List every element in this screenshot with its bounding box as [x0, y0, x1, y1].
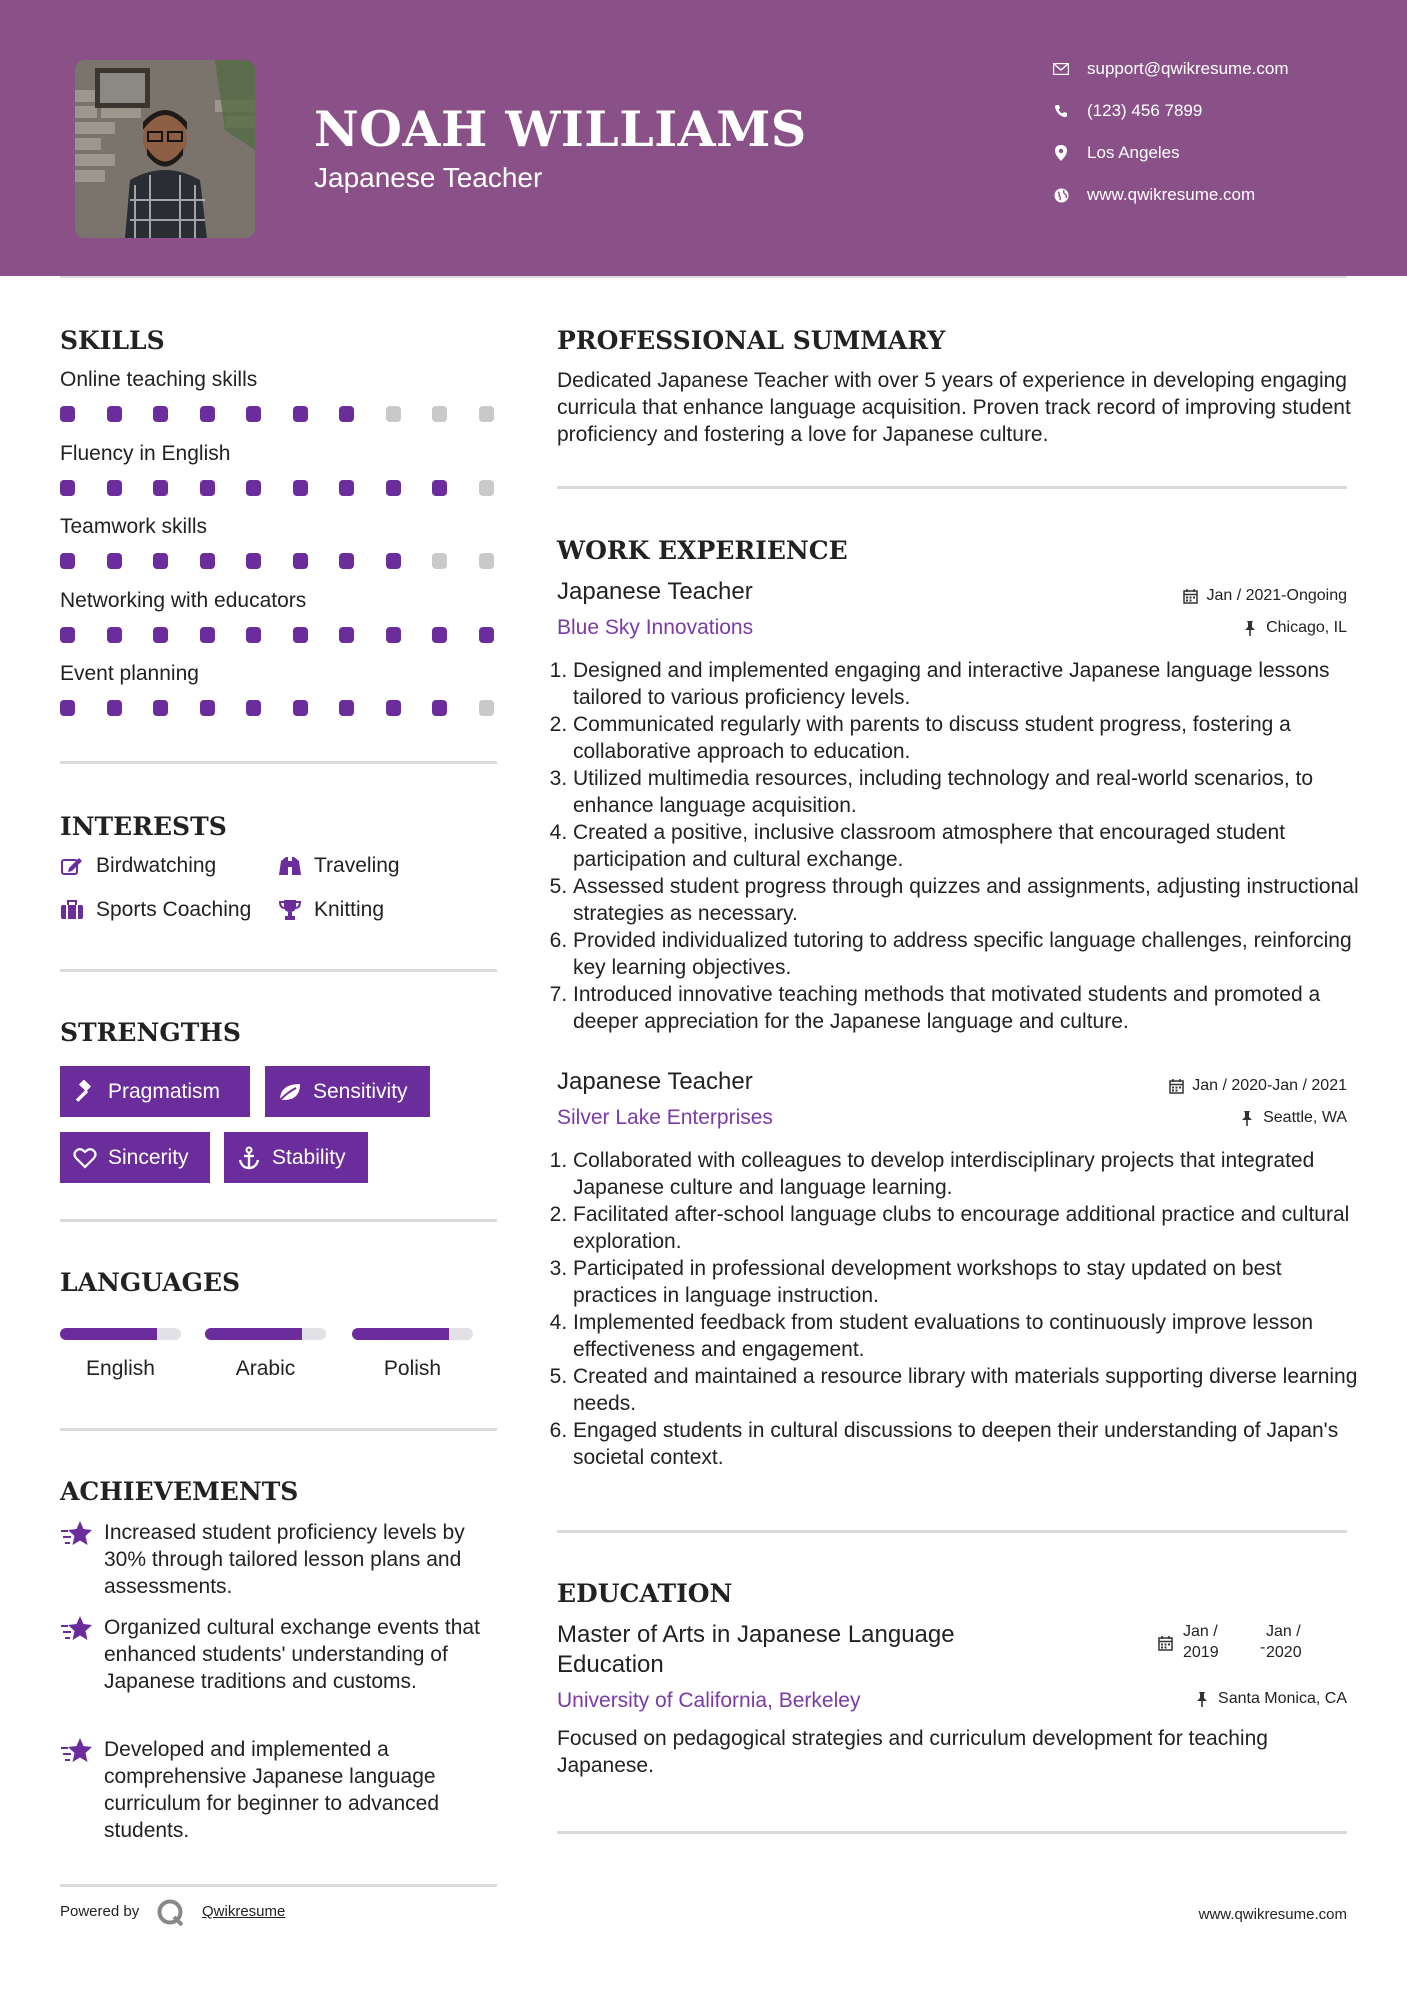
skill-dot-filled: [60, 700, 75, 716]
education-end-year: 2020: [1266, 1644, 1302, 1661]
qwikresume-logo-icon: [156, 1898, 186, 1928]
language-level-fill: [205, 1328, 302, 1340]
pushpin-icon: [1239, 1110, 1255, 1126]
duty-item: 4. Created a positive, inclusive classroom atmosphere that encouraged student participation and cultural exchange.: [573, 819, 1363, 873]
skill-dot-filled: [246, 553, 261, 569]
education-description: Focused on pedagogical strategies and curriculum development for teaching Japanese.: [557, 1727, 1268, 1777]
skill-dot-filled: [200, 627, 215, 643]
globe-icon: [1050, 184, 1072, 206]
divider: [557, 486, 1347, 489]
skill-dot-filled: [200, 700, 215, 716]
duty-item: 2. Communicated regularly with parents to discuss student progress, fostering a collaborative approach to education.: [573, 711, 1363, 765]
skill-dot-filled: [432, 627, 447, 643]
skill-dot-filled: [293, 480, 308, 496]
language-level-bar: [205, 1328, 326, 1340]
skill-dot-empty: [479, 700, 494, 716]
strength-badge: [265, 1066, 430, 1117]
skill-rating: [60, 700, 525, 716]
skill-dot-filled: [107, 553, 122, 569]
phone-icon: [1050, 100, 1072, 122]
skill-dot-filled: [246, 480, 261, 496]
education-location-text: Santa Monica, CA: [1218, 1690, 1347, 1707]
skill-label: Event planning: [60, 662, 199, 685]
interest-item: [278, 854, 400, 878]
summary-text: Dedicated Japanese Teacher with over 5 years of experience in developing engaging curricula that enhance language acquisition. Proven track record of improving student proficiency and fostering a love for Japanese culture.: [557, 369, 1351, 446]
strength-badge: [224, 1132, 368, 1183]
skill-dot-filled: [200, 480, 215, 496]
gavel-icon: [72, 1079, 98, 1105]
skill-dot-filled: [107, 406, 122, 422]
job-title: Japanese Teacher: [557, 578, 753, 605]
skill-dot-filled: [339, 700, 354, 716]
job-company: Blue Sky Innovations: [557, 616, 754, 639]
language-level-fill: [352, 1328, 449, 1340]
skill-dot-filled: [107, 700, 122, 716]
achievement-text: Increased student proficiency levels by 30% through tailored lesson plans and assessments.: [104, 1521, 465, 1598]
skill-dot-filled: [153, 627, 168, 643]
job-location-text: Chicago, IL: [1266, 619, 1347, 636]
skill-dot-filled: [246, 627, 261, 643]
skill-dot-empty: [479, 480, 494, 496]
anchor-icon: [236, 1145, 262, 1171]
strength-label: Stability: [272, 1145, 346, 1169]
interest-label: Birdwatching: [96, 854, 217, 877]
edit-icon: [60, 854, 84, 878]
language-name: English: [86, 1357, 155, 1380]
skill-dot-filled: [339, 553, 354, 569]
job-location: [1047, 619, 1347, 637]
map-pin-icon: [1050, 142, 1072, 164]
job-date-text: Jan / 2021-Ongoing: [1206, 587, 1347, 604]
school-name: University of California, Berkeley: [557, 1689, 861, 1712]
skill-label: Networking with educators: [60, 588, 307, 612]
education-heading: EDUCATION: [557, 1579, 733, 1608]
skill-dot-filled: [60, 406, 75, 422]
skill-dot-filled: [386, 553, 401, 569]
skill-dot-filled: [339, 480, 354, 496]
duty-item: 4. Implemented feedback from student evaluations to continuously improve lesson effectiveness and engagement.: [573, 1309, 1363, 1363]
duty-item: 3. Utilized multimedia resources, including technology and real-world scenarios, to enhance language acquisition.: [573, 765, 1363, 819]
skill-dot-filled: [386, 627, 401, 643]
education-location: [1047, 1690, 1347, 1708]
skill-dot-filled: [60, 627, 75, 643]
star-icon: [60, 1519, 94, 1549]
skill-dot-filled: [200, 553, 215, 569]
divider: [60, 969, 497, 972]
skill-dot-filled: [293, 627, 308, 643]
skill-dot-filled: [200, 406, 215, 422]
skill-dot-filled: [479, 627, 494, 643]
skill-dot-filled: [293, 553, 308, 569]
language-level-bar: [352, 1328, 473, 1340]
contact-website-text: www.qwikresume.com: [1087, 185, 1256, 204]
languages-heading: LANGUAGES: [60, 1268, 241, 1297]
job-date: [1047, 1077, 1347, 1095]
skill-label: Fluency in English: [60, 441, 231, 465]
strength-badge: [60, 1132, 210, 1183]
skill-dot-filled: [60, 480, 75, 496]
achievement-item: [60, 1736, 500, 1844]
contact-phone-text: (123) 456 7899: [1087, 101, 1203, 120]
interest-item: [60, 898, 251, 922]
job-duties-list: [555, 1147, 1363, 1471]
duty-item: 5. Assessed student progress through quizzes and assignments, adjusting instructional strategies as necessary.: [573, 873, 1363, 927]
skill-dot-filled: [153, 700, 168, 716]
job-location: [1047, 1109, 1347, 1127]
leaf-icon: [277, 1079, 303, 1105]
skill-dot-empty: [386, 406, 401, 422]
heart-icon: [72, 1145, 98, 1171]
skill-dot-filled: [432, 480, 447, 496]
strengths-heading: STRENGTHS: [60, 1018, 241, 1047]
duty-item: 6. Provided individualized tutoring to address specific language challenges, reinforcing key learning objectives.: [573, 927, 1363, 981]
contact-email-text: support@qwikresume.com: [1087, 59, 1289, 78]
duty-item: 7. Introduced innovative teaching methods that motivated students and promoted a deeper appreciation for the Japanese language and culture.: [573, 981, 1363, 1035]
skill-rating: [60, 627, 525, 643]
skill-dot-filled: [153, 480, 168, 496]
skill-dot-filled: [293, 700, 308, 716]
divider: [60, 761, 497, 764]
skill-dot-empty: [479, 553, 494, 569]
duty-item: 6. Engaged students in cultural discussions to deepen their understanding of Japan's societal context.: [573, 1417, 1363, 1471]
skill-dot-empty: [432, 553, 447, 569]
job-title: Japanese Teacher: [557, 1068, 753, 1095]
job-date-text: Jan / 2020-Jan / 2021: [1192, 1077, 1347, 1094]
profile-photo: [75, 60, 255, 238]
job-company: Silver Lake Enterprises: [557, 1106, 773, 1129]
language-level-bar: [60, 1328, 181, 1340]
contact-email[interactable]: [1050, 58, 1289, 80]
skill-dot-filled: [339, 627, 354, 643]
skill-label: Teamwork skills: [60, 515, 208, 538]
strength-badge: [60, 1066, 250, 1117]
interest-label: Sports Coaching: [96, 898, 252, 921]
job-duties-list: [555, 657, 1363, 1035]
duty-item: 1. Collaborated with colleagues to develop interdisciplinary projects that integrated Japanese culture and language learning.: [573, 1147, 1363, 1201]
skill-label: Online teaching skills: [60, 368, 258, 391]
contact-location-text: Los Angeles: [1087, 143, 1180, 162]
duty-item: 3. Participated in professional development workshops to stay updated on best practices in language instruction.: [573, 1255, 1363, 1309]
skill-dot-filled: [246, 700, 261, 716]
calendar-icon: [1182, 588, 1198, 604]
language-level-fill: [60, 1328, 157, 1340]
contact-phone[interactable]: [1050, 100, 1202, 122]
skill-dot-empty: [479, 406, 494, 422]
skill-dot-filled: [107, 480, 122, 496]
summary-heading: PROFESSIONAL SUMMARY: [557, 326, 946, 355]
binoculars-icon: [278, 854, 302, 878]
candidate-name: NOAH WILLIAMS: [314, 100, 807, 158]
skill-dot-filled: [153, 406, 168, 422]
skill-dot-filled: [386, 480, 401, 496]
powered-by-label: Powered by: [60, 1903, 140, 1920]
pushpin-icon: [1242, 620, 1258, 636]
divider: [60, 1884, 497, 1887]
skill-rating: [60, 553, 525, 569]
divider: [557, 1530, 1347, 1533]
contact-website[interactable]: [1050, 184, 1255, 206]
degree-title: Master of Arts in Japanese Language Education: [557, 1621, 955, 1678]
calendar-icon: [1158, 1636, 1173, 1656]
contact-location: [1050, 142, 1180, 164]
duty-item: 5. Created and maintained a resource library with materials supporting diverse learning needs.: [573, 1363, 1363, 1417]
skill-dot-filled: [107, 627, 122, 643]
trophy-icon: [278, 898, 302, 922]
education-start-month: Jan /: [1183, 1623, 1218, 1640]
star-icon: [60, 1736, 94, 1766]
interest-label: Knitting: [314, 898, 385, 921]
skill-dot-filled: [339, 406, 354, 422]
achievement-item: [60, 1614, 500, 1695]
interest-item: [60, 854, 216, 878]
strength-label: Sensitivity: [313, 1079, 408, 1103]
achievement-text: Developed and implemented a comprehensive Japanese language curriculum for beginner to advanced students.: [104, 1738, 440, 1842]
skill-dot-filled: [293, 406, 308, 422]
duty-item: 2. Facilitated after-school language clubs to encourage additional practice and cultural exploration.: [573, 1201, 1363, 1255]
duty-item: 1. Designed and implemented engaging and interactive Japanese language lessons tailored to various proficiency levels.: [573, 657, 1363, 711]
skill-dot-filled: [432, 700, 447, 716]
qwikresume-link[interactable]: Qwikresume: [202, 1903, 286, 1920]
skill-rating: [60, 406, 525, 422]
education-start-year: 2019: [1183, 1644, 1219, 1661]
achievement-item: [60, 1519, 500, 1600]
skill-rating: [60, 480, 525, 496]
skill-dot-filled: [153, 553, 168, 569]
achievement-text: Organized cultural exchange events that enhanced students' understanding of Japanese traditions and customs.: [104, 1616, 480, 1693]
briefcase-icon: [60, 898, 84, 922]
divider: [60, 1219, 497, 1222]
envelope-icon: [1050, 58, 1072, 80]
footer-website[interactable]: www.qwikresume.com: [1198, 1906, 1347, 1923]
header-divider: [60, 276, 1347, 278]
job-location-text: Seattle, WA: [1263, 1109, 1347, 1126]
divider: [60, 1428, 497, 1431]
skills-heading: SKILLS: [60, 326, 165, 355]
strength-label: Pragmatism: [108, 1079, 221, 1103]
language-name: Arabic: [235, 1357, 296, 1380]
pushpin-icon: [1194, 1691, 1210, 1707]
education-date: [1158, 1623, 1348, 1667]
experience-heading: WORK EXPERIENCE: [557, 536, 848, 565]
interests-heading: INTERESTS: [60, 812, 227, 841]
interest-item: [278, 898, 384, 922]
skill-dot-empty: [432, 406, 447, 422]
candidate-title: Japanese Teacher: [314, 162, 543, 193]
divider: [557, 1831, 1347, 1834]
achievements-heading: ACHIEVEMENTS: [60, 1477, 299, 1506]
education-end-month: Jan /: [1266, 1623, 1301, 1640]
job-date: [1047, 587, 1347, 605]
star-icon: [60, 1614, 94, 1644]
language-name: Polish: [383, 1357, 442, 1380]
skill-dot-filled: [246, 406, 261, 422]
education-date-dash: -: [1260, 1639, 1266, 1656]
calendar-icon: [1168, 1078, 1184, 1094]
strength-label: Sincerity: [108, 1145, 189, 1169]
skill-dot-filled: [60, 553, 75, 569]
skill-dot-filled: [386, 700, 401, 716]
interest-label: Traveling: [314, 854, 400, 877]
